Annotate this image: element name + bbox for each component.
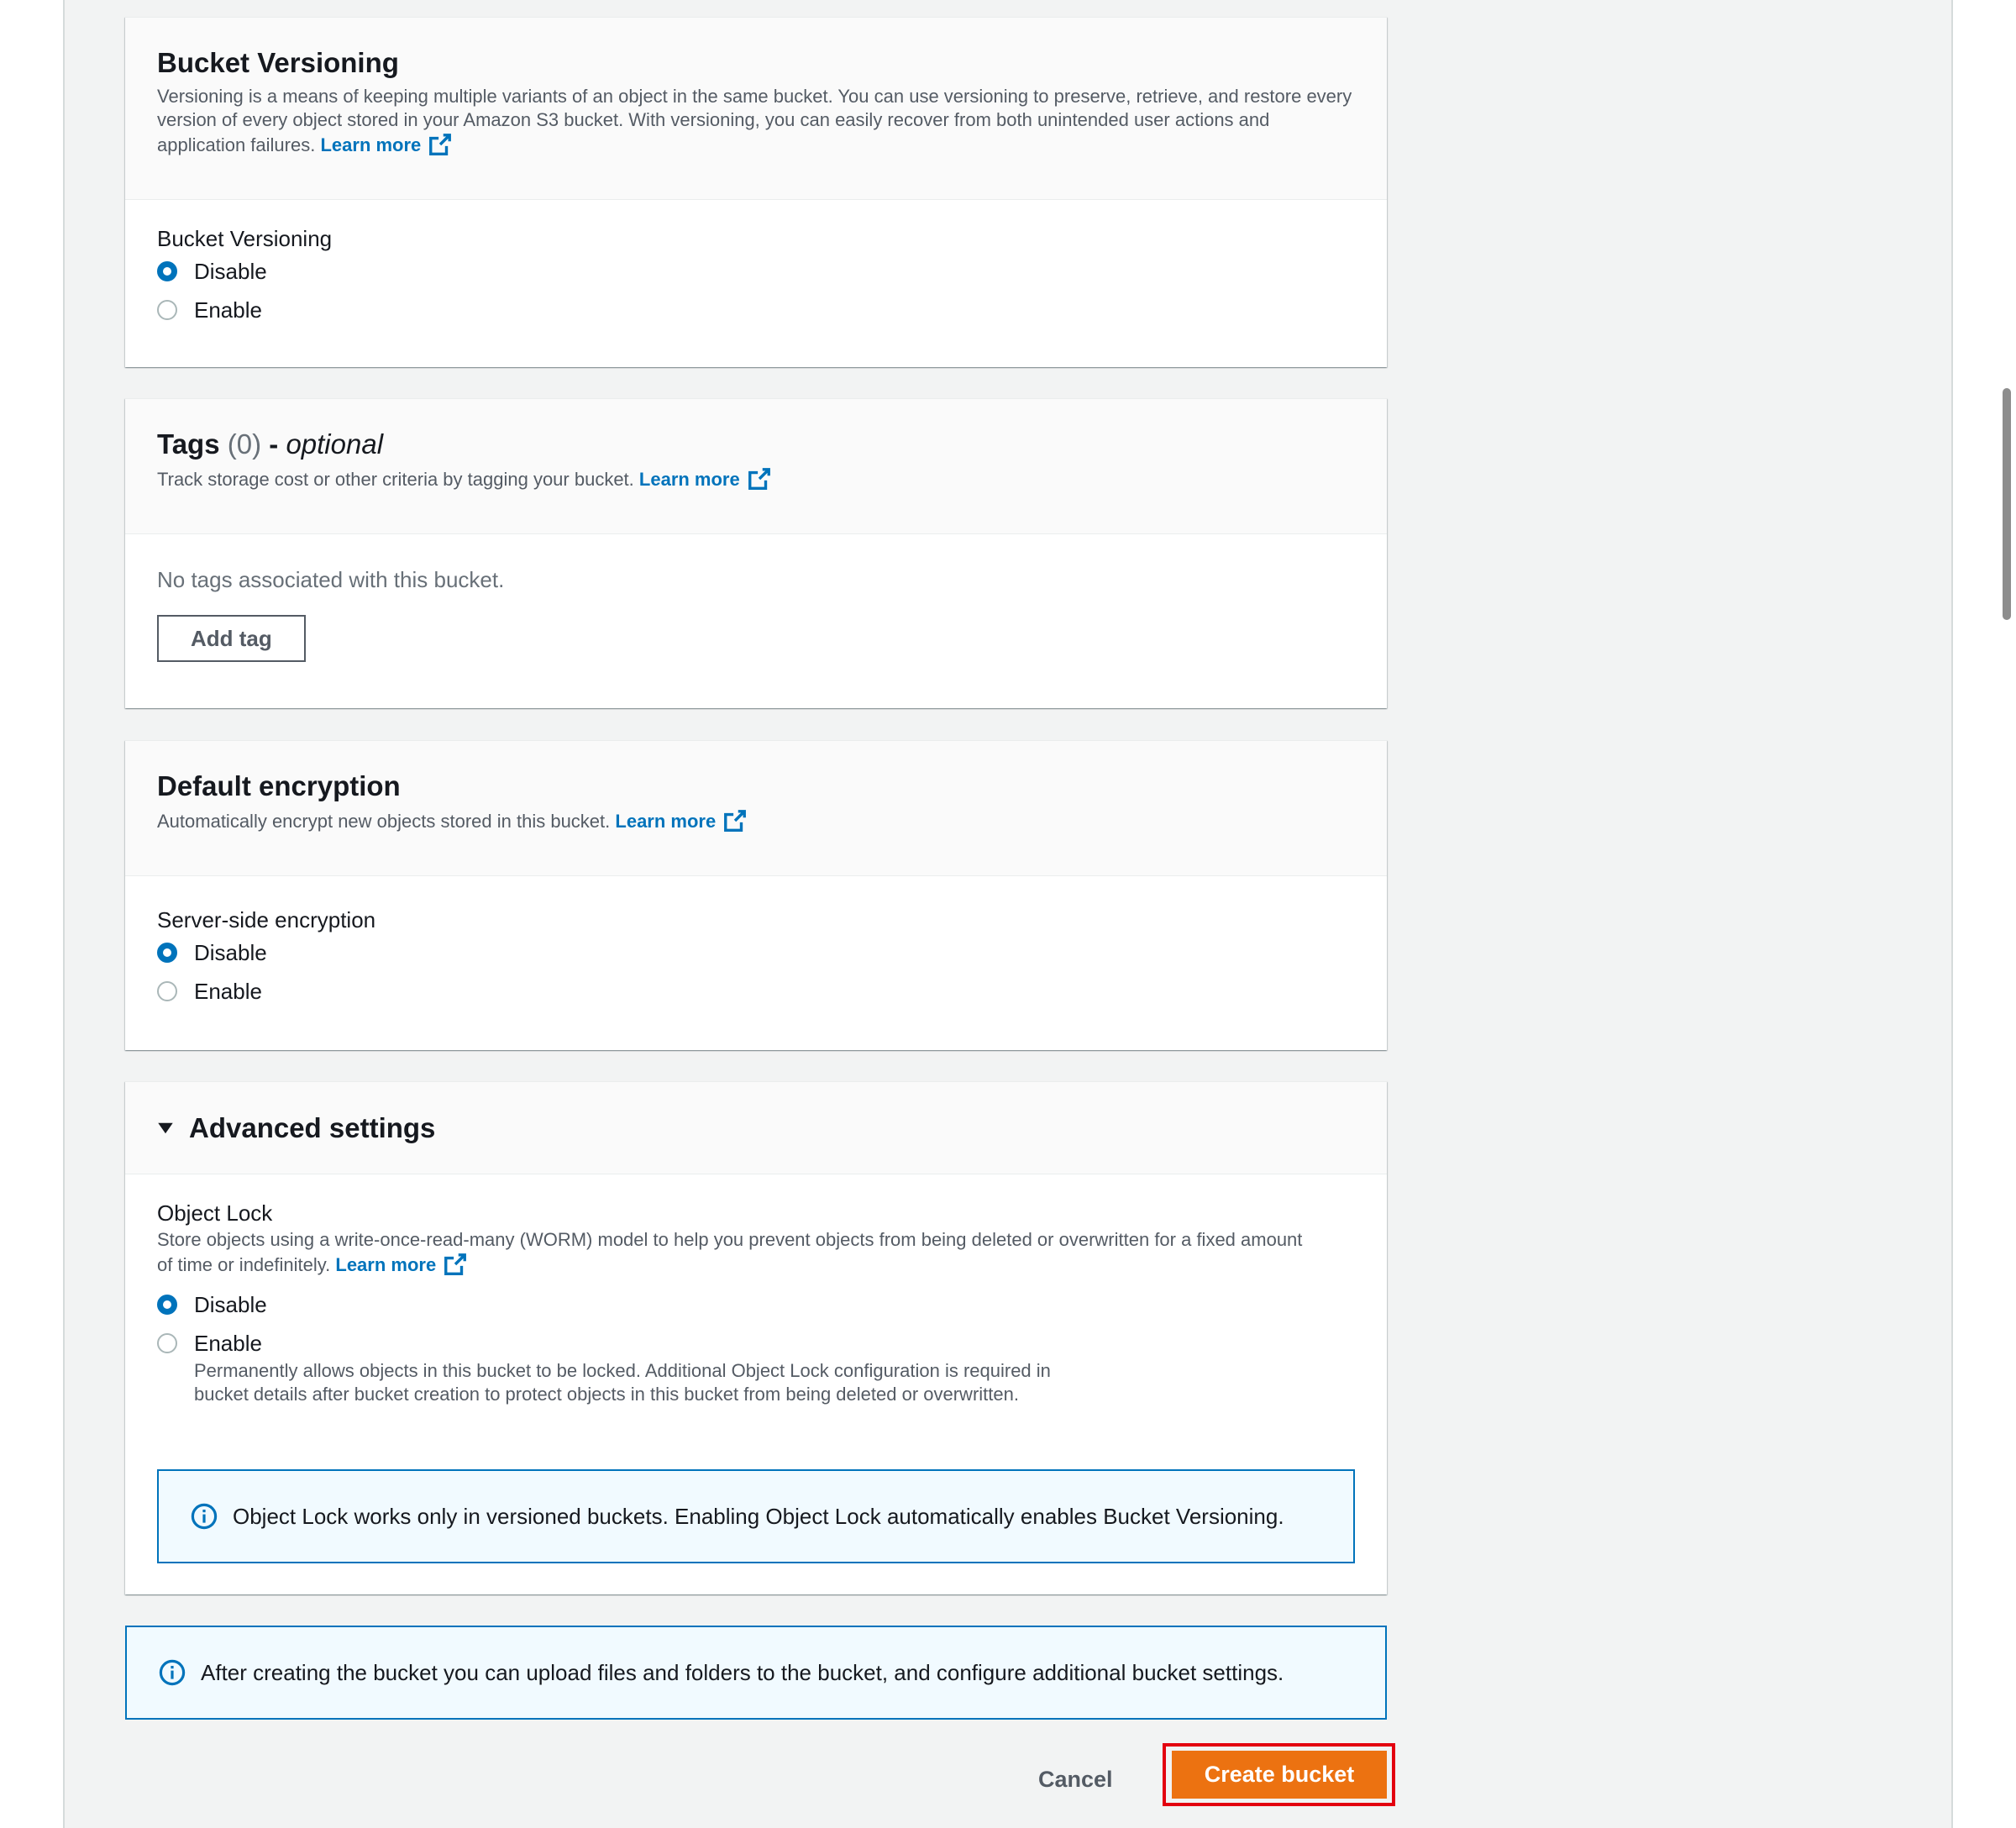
cancel-button[interactable]: Cancel bbox=[1038, 1767, 1113, 1792]
tags-count: (0) bbox=[227, 428, 262, 460]
radio-button-selected[interactable] bbox=[157, 261, 177, 281]
radio-button[interactable] bbox=[157, 1333, 177, 1353]
advanced-settings-header[interactable] bbox=[125, 1082, 1387, 1174]
object-lock-label: Object Lock bbox=[157, 1200, 273, 1226]
external-link-icon[interactable] bbox=[428, 132, 453, 157]
info-icon bbox=[159, 1659, 186, 1686]
radio-label: Enable bbox=[194, 297, 262, 323]
footer-info-text: After creating the bucket you can upload files and folders to the bucket, and configure additional bucket settings. bbox=[201, 1659, 1284, 1685]
footer-info-alert bbox=[125, 1626, 1387, 1720]
tags-header bbox=[125, 399, 1387, 534]
tags-title: Tags (0) - optional bbox=[157, 428, 384, 460]
external-link-icon[interactable] bbox=[443, 1252, 468, 1277]
radio-object-lock-disable[interactable] bbox=[157, 1285, 1355, 1324]
bucket-versioning-title: Bucket Versioning bbox=[157, 47, 399, 78]
learn-more-link[interactable]: Learn more bbox=[335, 1254, 437, 1275]
optional-label: optional bbox=[286, 428, 384, 460]
scrollbar-thumb[interactable] bbox=[2003, 388, 2011, 620]
bucket-versioning-field-label: Bucket Versioning bbox=[157, 226, 333, 251]
server-side-encryption-label: Server-side encryption bbox=[157, 907, 376, 932]
radio-versioning-disable[interactable] bbox=[157, 252, 1355, 291]
add-tag-button[interactable]: Add tag bbox=[157, 615, 306, 662]
advanced-settings-body bbox=[125, 1174, 1387, 1406]
object-lock-info-text: Object Lock works only in versioned buckets. Enabling Object Lock automatically enables Bucket Versioning. bbox=[233, 1503, 1284, 1529]
radio-button-selected[interactable] bbox=[157, 943, 177, 963]
info-icon bbox=[191, 1503, 218, 1530]
bucket-versioning-description: Versioning is a means of keeping multiple variants of an object in the same bucket. You can use versioning to preserve, retrieve, and restore every version of every object stored in your Amazon S3 bucket. With versioning, you can easily recover from both unintended user actions and application failures. Learn more bbox=[157, 86, 1352, 155]
radio-label: Disable bbox=[194, 258, 267, 284]
object-lock-description: Store objects using a write-once-read-many (WORM) model to help you prevent objects from being deleted or overwritten for a fixed amount of time or indefinitely. Learn more bbox=[157, 1229, 1303, 1275]
radio-versioning-enable[interactable] bbox=[157, 291, 1355, 329]
radio-button[interactable] bbox=[157, 300, 177, 320]
radio-button[interactable] bbox=[157, 981, 177, 1001]
learn-more-link[interactable]: Learn more bbox=[615, 811, 717, 832]
learn-more-link[interactable]: Learn more bbox=[638, 469, 740, 490]
empty-tags-text: No tags associated with this bucket. bbox=[157, 567, 505, 592]
tags-description: Track storage cost or other criteria by tagging your bucket. Learn more bbox=[157, 466, 1355, 491]
external-link-icon[interactable] bbox=[747, 466, 772, 491]
default-encryption-panel bbox=[125, 740, 1387, 1050]
radio-label: Disable bbox=[194, 1291, 267, 1317]
radio-encryption-disable[interactable] bbox=[157, 933, 1355, 972]
default-encryption-body bbox=[125, 876, 1387, 1011]
advanced-settings-title[interactable]: Advanced settings bbox=[189, 1111, 436, 1143]
radio-label: Enable bbox=[194, 1330, 262, 1356]
bucket-versioning-panel bbox=[125, 17, 1387, 367]
radio-button-selected[interactable] bbox=[157, 1295, 177, 1315]
radio-label: Disable bbox=[194, 939, 267, 965]
external-link-icon[interactable] bbox=[722, 808, 748, 833]
bucket-versioning-header bbox=[125, 18, 1387, 200]
default-encryption-title: Default encryption bbox=[157, 770, 401, 801]
tags-body bbox=[125, 534, 1387, 662]
default-encryption-description: Automatically encrypt new objects stored in this bucket. Learn more bbox=[157, 808, 1355, 833]
tags-panel bbox=[125, 398, 1387, 708]
default-encryption-header bbox=[125, 741, 1387, 876]
learn-more-link[interactable]: Learn more bbox=[320, 134, 422, 155]
object-lock-enable-description: Permanently allows objects in this bucket to be locked. Additional Object Lock configuration is required in bucket details after bucket creation to protect objects in this bucket from being deleted or overwritten. bbox=[194, 1360, 1051, 1405]
caret-down-icon[interactable] bbox=[157, 1120, 174, 1137]
create-bucket-button[interactable]: Create bucket bbox=[1172, 1751, 1387, 1799]
radio-object-lock-enable[interactable] bbox=[157, 1324, 1355, 1363]
advanced-settings-panel bbox=[125, 1081, 1387, 1594]
object-lock-info-alert bbox=[157, 1469, 1355, 1563]
bucket-versioning-body bbox=[125, 200, 1387, 329]
radio-encryption-enable[interactable] bbox=[157, 972, 1355, 1011]
radio-label: Enable bbox=[194, 978, 262, 1004]
